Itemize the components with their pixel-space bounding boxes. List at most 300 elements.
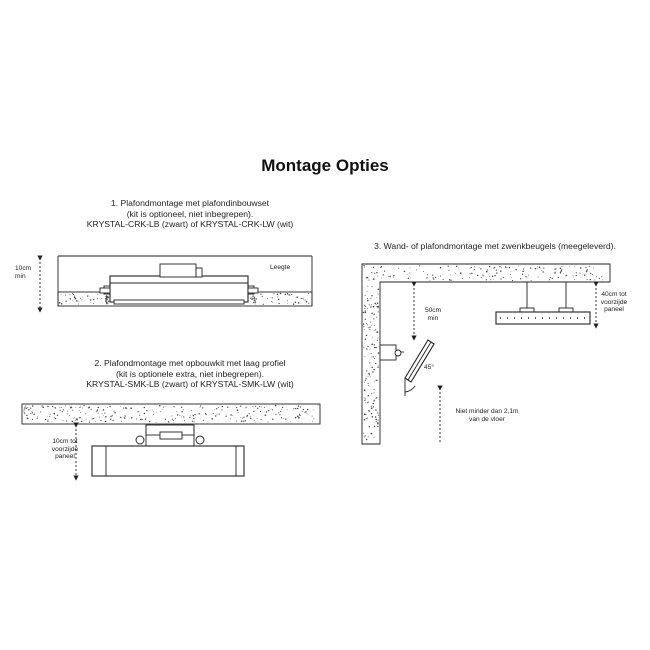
texture-speck (376, 421, 377, 422)
texture-speck (41, 405, 42, 406)
texture-speck (376, 398, 377, 399)
texture-speck (489, 276, 490, 277)
texture-speck (448, 270, 449, 271)
texture-speck (105, 416, 107, 418)
texture-speck (365, 414, 366, 415)
option1-dimension-line1: 10cm (15, 265, 32, 272)
texture-speck (365, 295, 366, 296)
texture-speck (88, 407, 89, 408)
texture-speck (419, 265, 420, 266)
option1-junction-box (160, 264, 196, 277)
texture-speck (376, 317, 377, 318)
texture-speck (364, 436, 365, 437)
texture-speck (93, 303, 94, 304)
option3-floor-line2: van de vloer (469, 415, 505, 423)
texture-speck (371, 413, 372, 414)
texture-speck (62, 411, 63, 412)
texture-speck (218, 407, 219, 408)
texture-speck (124, 417, 126, 419)
option1-dimension-line2: min (15, 272, 26, 280)
texture-speck (376, 304, 377, 305)
option3-panel-line2: voorzijde (600, 298, 628, 306)
texture-speck (271, 297, 272, 298)
texture-speck (285, 294, 287, 296)
texture-speck (282, 407, 283, 408)
texture-speck (375, 356, 376, 357)
option3-panel-line3: paneel (604, 306, 624, 314)
texture-speck (156, 422, 157, 423)
texture-speck (253, 296, 254, 297)
texture-speck (62, 420, 63, 421)
texture-speck (85, 413, 86, 414)
texture-speck (281, 417, 282, 418)
texture-speck (82, 408, 83, 409)
texture-speck (569, 266, 570, 267)
texture-speck (596, 276, 597, 277)
texture-speck (288, 294, 289, 295)
texture-speck (371, 357, 372, 358)
texture-speck (280, 411, 281, 412)
texture-speck (81, 299, 82, 300)
texture-speck (373, 318, 374, 319)
texture-speck (450, 280, 451, 281)
texture-speck (266, 411, 267, 412)
texture-speck (377, 423, 379, 425)
texture-speck (429, 280, 430, 281)
texture-speck (560, 267, 562, 269)
texture-speck (267, 298, 268, 299)
texture-speck (181, 411, 182, 412)
texture-speck (272, 297, 273, 298)
texture-speck (98, 407, 99, 408)
texture-speck (278, 299, 280, 301)
texture-speck (375, 409, 376, 410)
texture-speck (194, 414, 195, 415)
texture-speck (378, 415, 379, 416)
texture-speck (483, 275, 484, 276)
texture-speck (371, 353, 372, 354)
texture-speck (302, 298, 303, 299)
texture-speck (72, 421, 74, 423)
texture-speck (377, 275, 378, 276)
texture-speck (378, 420, 379, 421)
texture-speck (493, 268, 494, 269)
texture-speck (364, 400, 365, 401)
texture-speck (409, 273, 410, 274)
texture-speck (369, 304, 370, 305)
texture-speck (370, 322, 371, 323)
texture-speck (371, 406, 372, 407)
texture-speck (409, 267, 410, 268)
texture-speck (171, 416, 172, 417)
texture-speck (146, 410, 147, 411)
texture-speck (30, 407, 31, 408)
texture-speck (298, 302, 300, 304)
texture-speck (98, 413, 99, 414)
option2-dimension-line3: paneel (55, 453, 75, 461)
texture-speck (586, 271, 587, 272)
texture-speck (112, 420, 113, 421)
texture-speck (159, 405, 160, 406)
texture-speck (87, 295, 88, 296)
texture-speck (371, 433, 373, 435)
texture-speck (376, 397, 377, 398)
texture-speck (268, 422, 269, 423)
texture-speck (121, 421, 122, 422)
texture-speck (416, 269, 417, 270)
texture-speck (581, 277, 582, 278)
texture-speck (250, 298, 251, 299)
texture-speck (289, 294, 290, 295)
texture-speck (242, 418, 243, 419)
texture-speck (255, 302, 256, 303)
texture-speck (373, 356, 374, 357)
texture-speck (215, 410, 216, 411)
texture-speck (93, 418, 94, 419)
texture-speck (108, 303, 109, 304)
texture-speck (293, 408, 294, 409)
texture-speck (373, 369, 374, 370)
texture-speck (47, 406, 49, 408)
texture-speck (377, 412, 378, 413)
texture-speck (89, 422, 90, 423)
texture-speck (145, 418, 146, 419)
texture-speck (366, 348, 367, 349)
texture-speck (543, 268, 544, 269)
texture-speck (363, 326, 364, 327)
texture-speck (65, 301, 66, 302)
texture-speck (131, 417, 133, 419)
texture-speck (254, 297, 255, 298)
texture-speck (511, 278, 512, 279)
texture-speck (305, 300, 306, 301)
texture-speck (43, 406, 45, 408)
texture-speck (257, 418, 258, 419)
texture-speck (298, 417, 299, 418)
texture-speck (37, 418, 38, 419)
texture-speck (549, 279, 550, 280)
texture-speck (384, 270, 385, 271)
texture-speck (69, 415, 70, 416)
texture-speck (243, 420, 244, 421)
texture-speck (366, 335, 368, 337)
texture-speck (213, 413, 214, 414)
texture-speck (593, 268, 594, 269)
texture-speck (458, 268, 459, 269)
texture-speck (474, 269, 475, 270)
texture-speck (376, 331, 377, 332)
texture-speck (586, 267, 587, 268)
texture-speck (152, 410, 153, 411)
texture-speck (165, 418, 166, 419)
texture-speck (471, 273, 472, 274)
texture-speck (462, 278, 463, 279)
texture-speck (173, 422, 174, 423)
texture-speck (293, 303, 294, 304)
texture-speck (443, 279, 444, 280)
texture-speck (28, 409, 29, 410)
texture-speck (125, 415, 126, 416)
option1-gap-label: Leegte (270, 264, 291, 271)
texture-speck (313, 418, 314, 419)
texture-speck (469, 277, 470, 278)
texture-speck (432, 275, 433, 276)
texture-speck (200, 405, 201, 406)
texture-speck (512, 280, 513, 281)
texture-speck (126, 408, 127, 409)
texture-speck (102, 413, 103, 414)
texture-speck (59, 410, 60, 411)
texture-speck (374, 347, 376, 349)
texture-speck (364, 329, 365, 330)
texture-speck (112, 415, 113, 416)
texture-speck (211, 418, 213, 420)
texture-speck (24, 413, 25, 414)
texture-speck (371, 407, 373, 409)
texture-speck (365, 310, 366, 311)
texture-speck (27, 407, 28, 408)
texture-speck (243, 417, 244, 418)
texture-speck (205, 413, 206, 414)
texture-speck (523, 269, 524, 270)
texture-speck (369, 362, 370, 363)
texture-speck (481, 277, 482, 278)
texture-speck (365, 398, 366, 399)
texture-speck (367, 308, 368, 309)
texture-speck (109, 406, 110, 407)
texture-speck (277, 294, 279, 296)
texture-speck (114, 411, 115, 412)
option2-drawing (22, 404, 320, 478)
texture-speck (303, 298, 304, 299)
texture-speck (59, 302, 61, 304)
texture-speck (263, 304, 264, 305)
texture-speck (365, 378, 366, 379)
texture-speck (245, 420, 246, 421)
option3-drawing (362, 264, 610, 444)
texture-speck (371, 295, 372, 296)
texture-speck (500, 278, 501, 279)
texture-speck (97, 409, 98, 410)
texture-speck (455, 273, 456, 274)
texture-speck (306, 301, 308, 303)
texture-speck (280, 293, 281, 294)
texture-speck (364, 356, 365, 357)
texture-speck (373, 267, 374, 268)
texture-speck (364, 389, 366, 391)
texture-speck (393, 277, 394, 278)
texture-speck (249, 413, 250, 414)
texture-speck (71, 407, 72, 408)
texture-speck (520, 278, 521, 279)
texture-speck (125, 416, 126, 417)
texture-speck (407, 274, 408, 275)
texture-speck (265, 414, 267, 416)
texture-speck (261, 407, 262, 408)
texture-speck (275, 405, 276, 406)
texture-speck (531, 280, 532, 281)
texture-speck (295, 302, 296, 303)
option2-mount-plate (160, 432, 182, 439)
texture-speck (245, 407, 246, 408)
texture-speck (30, 413, 31, 414)
texture-speck (184, 420, 185, 421)
texture-speck (368, 376, 369, 377)
texture-speck (24, 410, 25, 411)
texture-speck (67, 411, 68, 412)
texture-speck (191, 410, 192, 411)
texture-speck (254, 298, 255, 299)
texture-speck (374, 389, 375, 390)
texture-speck (33, 414, 34, 415)
texture-speck (55, 418, 56, 419)
texture-speck (580, 273, 581, 274)
texture-speck (193, 418, 194, 419)
texture-speck (89, 421, 90, 422)
texture-speck (574, 279, 575, 280)
texture-speck (279, 414, 280, 415)
texture-speck (363, 323, 364, 324)
texture-speck (365, 339, 366, 340)
texture-speck (153, 414, 154, 415)
texture-speck (225, 416, 226, 417)
texture-speck (510, 274, 511, 275)
texture-speck (363, 347, 364, 348)
texture-speck (366, 323, 367, 324)
texture-speck (26, 408, 27, 409)
texture-speck (80, 298, 81, 299)
texture-speck (584, 274, 586, 276)
texture-speck (232, 415, 233, 416)
texture-speck (183, 416, 184, 417)
texture-speck (373, 406, 374, 407)
texture-speck (240, 405, 241, 406)
texture-speck (537, 266, 538, 267)
texture-speck (97, 298, 98, 299)
texture-speck (252, 296, 253, 297)
texture-speck (367, 324, 368, 325)
texture-speck (287, 303, 288, 304)
texture-speck (489, 266, 491, 268)
texture-speck (96, 411, 97, 412)
texture-speck (375, 329, 376, 330)
texture-speck (373, 278, 375, 280)
texture-speck (291, 294, 292, 295)
texture-speck (377, 422, 378, 423)
texture-speck (589, 266, 590, 267)
texture-speck (492, 275, 493, 276)
option3-caption: 3. Wand- of plafondmontage met zwenkbeugels (meegeleverd). (374, 241, 616, 251)
texture-speck (365, 312, 367, 314)
texture-speck (182, 416, 183, 417)
texture-speck (500, 270, 501, 271)
texture-speck (230, 418, 231, 419)
texture-speck (252, 406, 253, 407)
texture-speck (72, 293, 73, 294)
texture-speck (181, 417, 182, 418)
texture-speck (290, 422, 291, 423)
texture-speck (221, 409, 222, 410)
texture-speck (487, 270, 488, 271)
texture-speck (494, 275, 495, 276)
texture-speck (238, 412, 239, 413)
texture-speck (470, 273, 471, 274)
texture-speck (108, 296, 109, 297)
texture-speck (181, 407, 182, 408)
texture-speck (371, 286, 372, 287)
diagram-title: Montage Opties (261, 156, 389, 175)
option3-wall-bracket (380, 345, 396, 360)
texture-speck (576, 272, 577, 273)
texture-speck (368, 280, 369, 281)
texture-speck (528, 275, 529, 276)
texture-speck (378, 294, 379, 295)
texture-speck (515, 269, 516, 270)
texture-speck (365, 306, 366, 307)
texture-speck (149, 421, 150, 422)
texture-speck (435, 277, 436, 278)
texture-speck (61, 294, 62, 295)
texture-speck (96, 410, 98, 412)
texture-speck (215, 415, 216, 416)
texture-speck (471, 267, 472, 268)
texture-speck (527, 278, 528, 279)
texture-speck (368, 373, 369, 374)
texture-speck (24, 412, 25, 413)
texture-speck (261, 419, 262, 420)
texture-speck (371, 272, 372, 273)
option3-panel-line1: 40cm tot (601, 291, 627, 298)
option2-ceiling-texture (24, 405, 319, 423)
texture-speck (110, 419, 111, 420)
texture-speck (496, 272, 497, 273)
texture-speck (587, 269, 588, 270)
texture-speck (599, 278, 600, 279)
texture-speck (255, 303, 256, 304)
texture-speck (160, 411, 161, 412)
texture-speck (203, 420, 204, 421)
texture-speck (136, 419, 137, 420)
texture-speck (250, 297, 251, 298)
texture-speck (374, 273, 375, 274)
texture-speck (368, 410, 370, 412)
texture-speck (192, 415, 193, 416)
texture-speck (222, 406, 224, 408)
texture-speck (257, 408, 258, 409)
texture-speck (298, 405, 299, 406)
texture-speck (173, 420, 174, 421)
texture-speck (377, 367, 378, 368)
texture-speck (364, 419, 366, 421)
texture-speck (26, 415, 27, 416)
texture-speck (120, 417, 121, 418)
texture-speck (525, 276, 526, 277)
texture-speck (374, 325, 375, 326)
texture-speck (262, 296, 263, 297)
texture-speck (79, 301, 80, 302)
texture-speck (54, 413, 55, 414)
texture-speck (393, 275, 394, 276)
texture-speck (433, 278, 434, 279)
texture-speck (377, 307, 378, 308)
texture-speck (367, 291, 368, 292)
texture-speck (48, 419, 49, 420)
texture-speck (74, 296, 75, 297)
texture-speck (373, 403, 375, 405)
texture-speck (378, 365, 379, 366)
option1-heater-face (114, 300, 244, 304)
texture-speck (562, 266, 563, 267)
